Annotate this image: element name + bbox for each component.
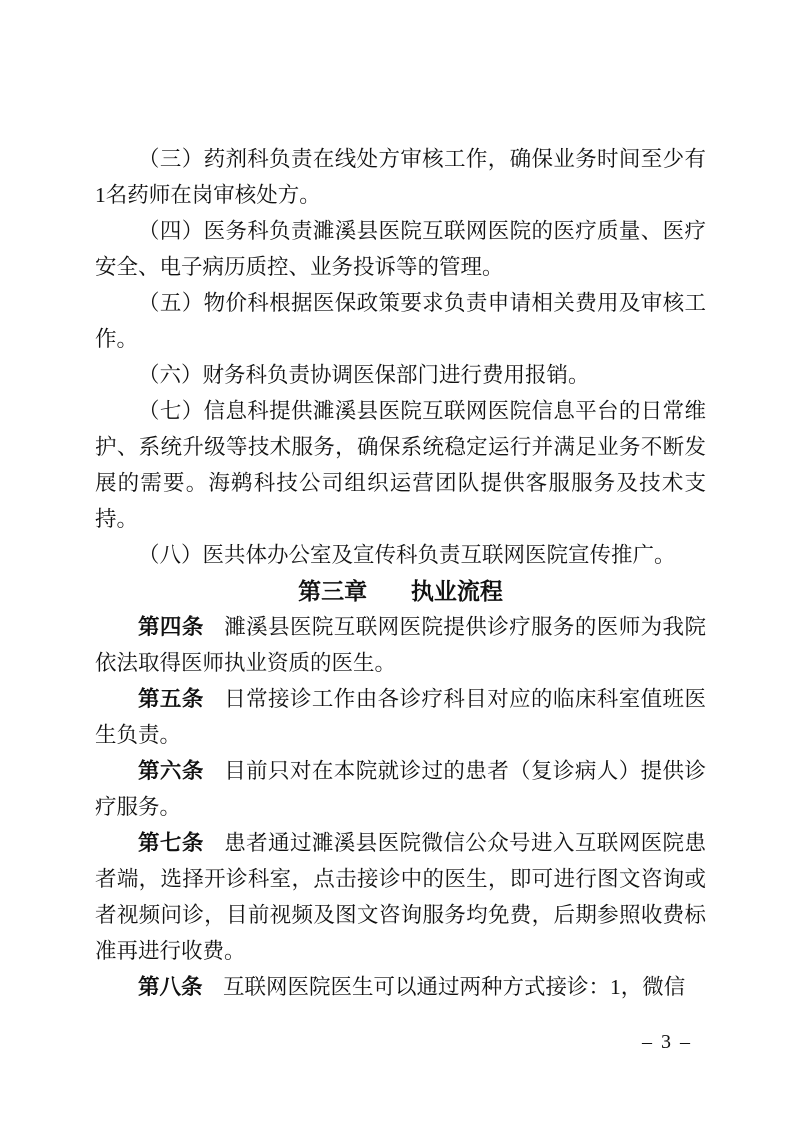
clause-paragraph-6: （六）财务科负责协调医保部门进行费用报销。: [138, 363, 590, 387]
article-number-4: 第四条: [138, 615, 204, 639]
article-paragraph-7: [95, 825, 706, 969]
article-text-8: 互联网医院医生可以通过两种方式接诊：1，微信: [222, 975, 686, 999]
article-paragraph-8: [95, 969, 706, 1005]
article-number-8: 第八条: [138, 975, 203, 999]
article-text-5: 日常接诊工作由各诊疗科目对应的临床科室值班医生负责。: [95, 687, 706, 747]
article-text-6: 目前只对在本院就诊过的患者（复诊病人）提供诊疗服务。: [95, 759, 706, 819]
article-text-4: 濉溪县医院互联网医院提供诊疗服务的医师为我院依法取得医师执业资质的医生。: [95, 615, 706, 675]
clause-paragraph-3: （三）药剂科负责在线处方审核工作，确保业务时间至少有1名药师在岗审核处方。: [95, 147, 706, 207]
chapter-heading: [95, 573, 706, 609]
article-paragraph-5: [95, 681, 706, 753]
chapter-number: 第三章: [298, 578, 368, 604]
document-body: [95, 141, 706, 1005]
article-number-5: 第五条: [138, 687, 204, 711]
clause-paragraph-7: （七）信息科提供濉溪县医院互联网医院信息平台的日常维护、系统升级等技术服务，确保系统稳定运行并满足业务不断发展的需要。海鹈科技公司组织运营团队提供客服服务及技术支持。: [95, 399, 706, 531]
page-number: – 3 –: [642, 1031, 692, 1053]
article-paragraph-6: [95, 753, 706, 825]
article-number-6: 第六条: [138, 759, 204, 783]
chapter-title: 执业流程: [410, 578, 503, 604]
clause-paragraph-8: （八）医共体办公室及宣传科负责互联网医院宣传推广。: [138, 543, 676, 567]
article-number-7: 第七条: [138, 831, 204, 855]
clause-paragraph-5: （五）物价科根据医保政策要求负责申请相关费用及审核工作。: [95, 291, 706, 351]
article-paragraph-4: [95, 609, 706, 681]
clause-paragraph-4: （四）医务科负责濉溪县医院互联网医院的医疗质量、医疗安全、电子病历质控、业务投诉等的管理。: [95, 219, 706, 279]
article-text-7: 患者通过濉溪县医院微信公众号进入互联网医院患者端，选择开诊科室，点击接诊中的医生，即可进行图文咨询或者视频问诊，目前视频及图文咨询服务均免费，后期参照收费标准再进行收费。: [95, 831, 706, 963]
